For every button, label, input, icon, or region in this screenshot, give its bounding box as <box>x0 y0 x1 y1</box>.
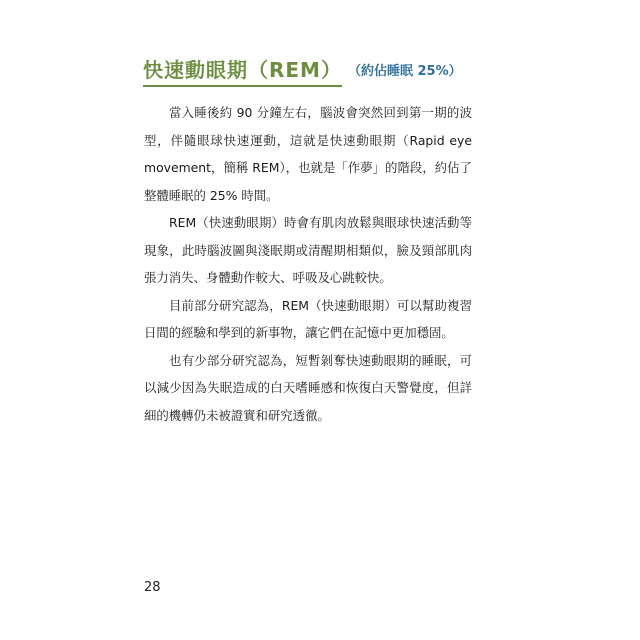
page-number: 28 <box>144 580 161 595</box>
body-text <box>144 99 472 429</box>
section-heading <box>143 56 503 87</box>
paragraph-2: REM（快速動眼期）時會有肌肉放鬆與眼球快速活動等現象，此時腦波圖與淺眠期或清醒期相類似，臉及頸部肌肉張力消失、身體動作較大、呼吸及心跳較快。 <box>144 215 472 285</box>
paragraph-1: 當入睡後約 90 分鐘左右，腦波會突然回到第一期的波型，伴隨眼球快速運動，這就是快速動眼期（Rapid eye movement，簡稱 REM），也就是「作夢」的階段，約佔了整體睡眠的 25% 時間。 <box>144 105 472 203</box>
paragraph-4: 也有少部分研究認為，短暫剝奪快速動眼期的睡眠，可以減少因為失眠造成的白天嗜睡感和恢復白天警覺度，但詳細的機轉仍未被證實和研究透徹。 <box>144 352 472 423</box>
section-title: 快速動眼期（REM） <box>143 56 342 87</box>
paragraph-3: 目前部分研究認為，REM（快速動眼期）可以幫助複習日間的經驗和學到的新事物，讓它們在記憶中更加穩固。 <box>144 297 472 340</box>
section-subtitle: （約佔睡眠 25%） <box>347 64 462 79</box>
